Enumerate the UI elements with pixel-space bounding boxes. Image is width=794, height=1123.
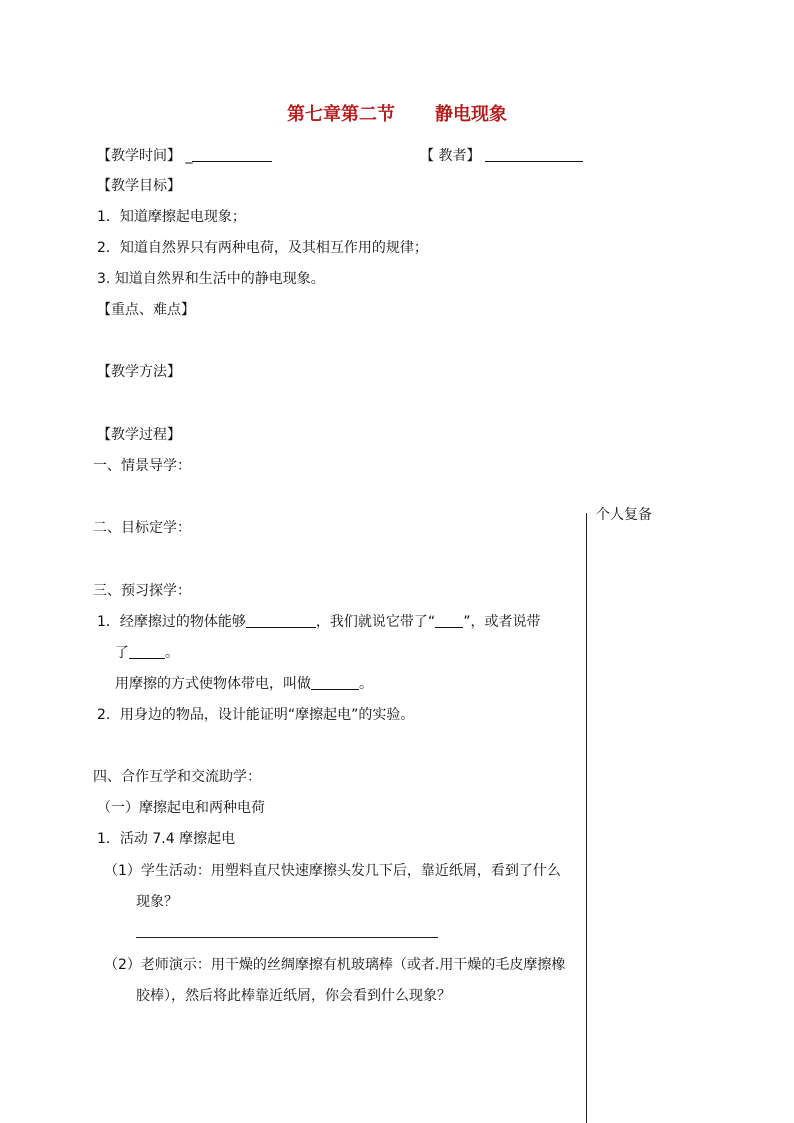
goal-item: 3. 知道自然界和生活中的静电现象。 xyxy=(97,271,325,287)
answer-blank xyxy=(129,644,165,659)
side-margin-divider xyxy=(586,513,587,1123)
question-2: 2．用身边的物品，设计能证明“摩擦起电”的实验。 xyxy=(97,707,415,723)
activity-step-1-line-2: 现象？ xyxy=(136,894,178,910)
question-1-text-e: 。 xyxy=(165,645,179,661)
teaching-time-row xyxy=(97,147,272,165)
question-1-text-a: 1．经摩擦过的物体能够 xyxy=(97,614,246,630)
question-1-text-f: 用摩擦的方式使物体带电，叫做 xyxy=(115,676,311,692)
question-1-text-d: 了 xyxy=(115,645,129,661)
answer-line xyxy=(136,937,438,938)
answer-blank xyxy=(311,675,359,690)
title-topic: 静电现象 xyxy=(435,104,507,125)
question-1-text-c: ”，或者说带 xyxy=(463,614,541,630)
question-1-text-g: 。 xyxy=(359,676,373,692)
teaching-time-blank xyxy=(192,147,272,162)
teacher-blank xyxy=(485,147,583,162)
teaching-time-label: 【教学时间】 xyxy=(97,148,181,164)
section-heading: 一、情景导学： xyxy=(93,458,191,474)
page-title xyxy=(0,104,794,126)
side-note-label: 个人复备 xyxy=(596,507,652,523)
teacher-label: 【 教者】 xyxy=(420,148,481,164)
question-1-line-1 xyxy=(97,613,540,631)
subsection-heading: （一）摩擦起电和两种电荷 xyxy=(97,800,265,816)
teacher-row xyxy=(420,147,583,165)
key-points-heading: 【重点、难点】 xyxy=(97,302,195,318)
section-heading: 四、合作互学和交流助学： xyxy=(93,769,261,785)
goals-heading: 【教学目标】 xyxy=(97,178,181,194)
question-1-line-2 xyxy=(115,644,179,662)
goal-item: 1．知道摩擦起电现象； xyxy=(97,209,246,225)
activity-step-2-line-2: 胶棒），然后将此棒靠近纸屑，你会看到什么现象？ xyxy=(136,988,451,1004)
question-1-text-b: ，我们就说它带了“ xyxy=(315,614,436,630)
activity-heading: 1．活动 7.4 摩擦起电 xyxy=(97,831,236,847)
activity-step-2-line-1: （2）老师演示：用干燥的丝绸摩擦有机玻璃棒（或者.用干燥的毛皮摩擦橡 xyxy=(104,957,566,973)
methods-heading: 【教学方法】 xyxy=(97,364,181,380)
question-1-line-3 xyxy=(115,675,373,693)
title-chapter: 第七章第二节 xyxy=(287,104,395,125)
answer-blank xyxy=(435,613,463,628)
answer-blank xyxy=(246,613,316,628)
activity-step-1-line-1: （1）学生活动：用塑料直尺快速摩擦头发几下后，靠近纸屑，看到了什么 xyxy=(104,863,561,879)
section-heading: 二、目标定学： xyxy=(93,520,191,536)
teaching-time-mark: _ xyxy=(185,148,193,164)
section-heading: 三、预习探学： xyxy=(93,583,191,599)
process-heading: 【教学过程】 xyxy=(97,427,181,443)
goal-item: 2．知道自然界只有两种电荷，及其相互作用的规律； xyxy=(97,240,428,256)
